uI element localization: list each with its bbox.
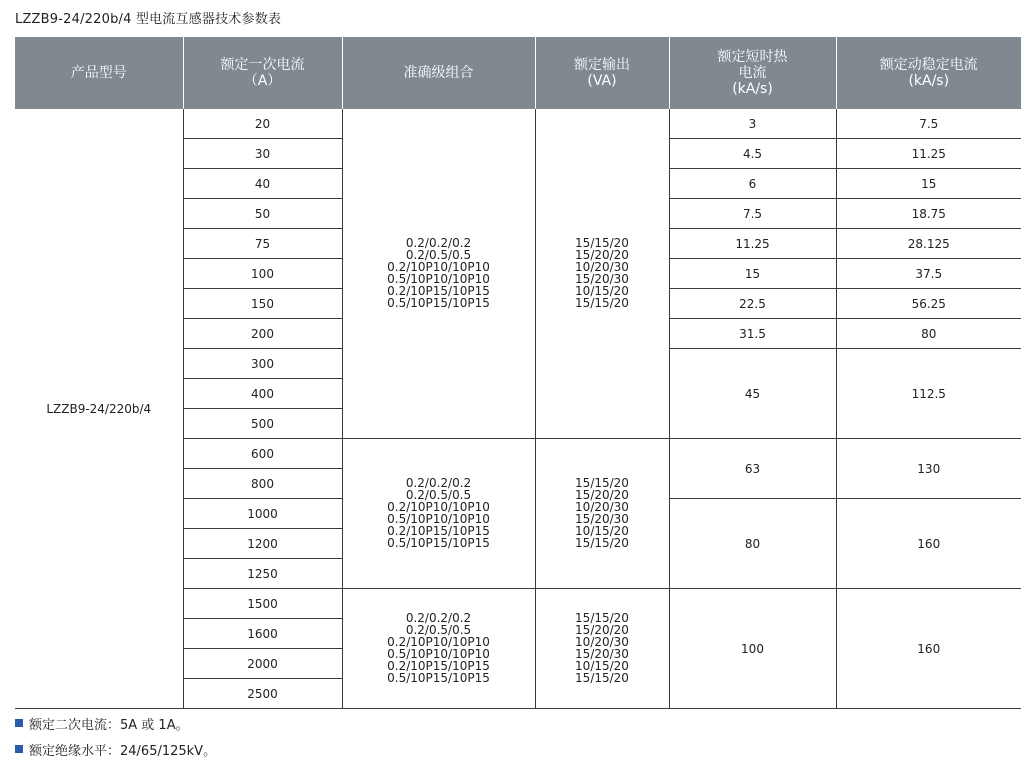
accuracy-group-3: 0.2/0.2/0.2 0.2/0.5/0.5 0.2/10P10/10P10 0.5/10P10/10P10 0.2/10P15/10P15 0.5/10P15/10P15	[342, 589, 535, 709]
notes	[15, 710, 216, 762]
current-cell: 75	[183, 229, 342, 259]
current-cell: 100	[183, 259, 342, 289]
output-group-2: 15/15/20 15/20/20 10/20/30 15/20/30 10/15/20 15/15/20	[535, 439, 669, 589]
current-cell: 30	[183, 139, 342, 169]
current-cell: 1000	[183, 499, 342, 529]
thermal-cell: 7.5	[669, 199, 836, 229]
accuracy-group-2: 0.2/0.2/0.2 0.2/0.5/0.5 0.2/10P10/10P10 0.5/10P10/10P10 0.2/10P15/10P15 0.5/10P15/10P15	[342, 439, 535, 589]
thermal-cell: 3	[669, 109, 836, 139]
current-cell: 2000	[183, 649, 342, 679]
thermal-cell: 45	[669, 349, 836, 439]
note-text: 额定绝缘水平：24/65/125kV。	[29, 743, 217, 759]
dynamic-cell: 160	[836, 499, 1021, 589]
current-cell: 1200	[183, 529, 342, 559]
thermal-cell: 6	[669, 169, 836, 199]
dynamic-cell: 160	[836, 589, 1021, 709]
header-dynamic-stable-current: 额定动稳定电流 (kA/s)	[836, 37, 1021, 109]
thermal-cell: 4.5	[669, 139, 836, 169]
square-bullet-icon	[15, 745, 23, 753]
dynamic-cell: 112.5	[836, 349, 1021, 439]
header-short-time-thermal-current: 额定短时热 电流 (kA/s)	[669, 37, 836, 109]
header-rated-output: 额定输出 (VA)	[535, 37, 669, 109]
header-model: 产品型号	[15, 37, 183, 109]
current-cell: 300	[183, 349, 342, 379]
header-rated-primary-current: 额定一次电流 （A）	[183, 37, 342, 109]
dynamic-cell: 18.75	[836, 199, 1021, 229]
header-row	[15, 37, 1021, 109]
thermal-cell: 80	[669, 499, 836, 589]
dynamic-cell: 130	[836, 439, 1021, 499]
dynamic-cell: 15	[836, 169, 1021, 199]
current-cell: 2500	[183, 679, 342, 709]
thermal-cell: 11.25	[669, 229, 836, 259]
output-group-3: 15/15/20 15/20/20 10/20/30 15/20/30 10/15/20 15/15/20	[535, 589, 669, 709]
dynamic-cell: 37.5	[836, 259, 1021, 289]
accuracy-group-1: 0.2/0.2/0.2 0.2/0.5/0.5 0.2/10P10/10P10 0.5/10P10/10P10 0.2/10P15/10P15 0.5/10P15/10P15	[342, 109, 535, 439]
current-cell: 400	[183, 379, 342, 409]
thermal-cell: 100	[669, 589, 836, 709]
dynamic-cell: 80	[836, 319, 1021, 349]
dynamic-cell: 11.25	[836, 139, 1021, 169]
note-secondary-current	[15, 710, 216, 736]
note-insulation-level	[15, 736, 216, 762]
dynamic-cell: 56.25	[836, 289, 1021, 319]
thermal-cell: 22.5	[669, 289, 836, 319]
current-cell: 20	[183, 109, 342, 139]
output-group-1: 15/15/20 15/20/20 10/20/30 15/20/30 10/15/20 15/15/20	[535, 109, 669, 439]
thermal-cell: 15	[669, 259, 836, 289]
current-cell: 500	[183, 409, 342, 439]
header-accuracy-class: 准确级组合	[342, 37, 535, 109]
current-cell: 40	[183, 169, 342, 199]
dynamic-cell: 7.5	[836, 109, 1021, 139]
note-text: 额定二次电流：5A 或 1A。	[29, 717, 189, 733]
current-cell: 1250	[183, 559, 342, 589]
current-cell: 1600	[183, 619, 342, 649]
current-cell: 1500	[183, 589, 342, 619]
thermal-cell: 63	[669, 439, 836, 499]
model-cell: LZZB9-24/220b/4	[46, 401, 152, 416]
thermal-cell: 31.5	[669, 319, 836, 349]
dynamic-cell: 28.125	[836, 229, 1021, 259]
current-cell: 50	[183, 199, 342, 229]
current-cell: 200	[183, 319, 342, 349]
current-cell: 600	[183, 439, 342, 469]
current-cell: 150	[183, 289, 342, 319]
table-title: LZZB9-24/220b/4 型电流互感器技术参数表	[15, 12, 282, 27]
spec-table	[15, 37, 1021, 709]
square-bullet-icon	[15, 719, 23, 727]
table-row	[15, 109, 1021, 139]
current-cell: 800	[183, 469, 342, 499]
